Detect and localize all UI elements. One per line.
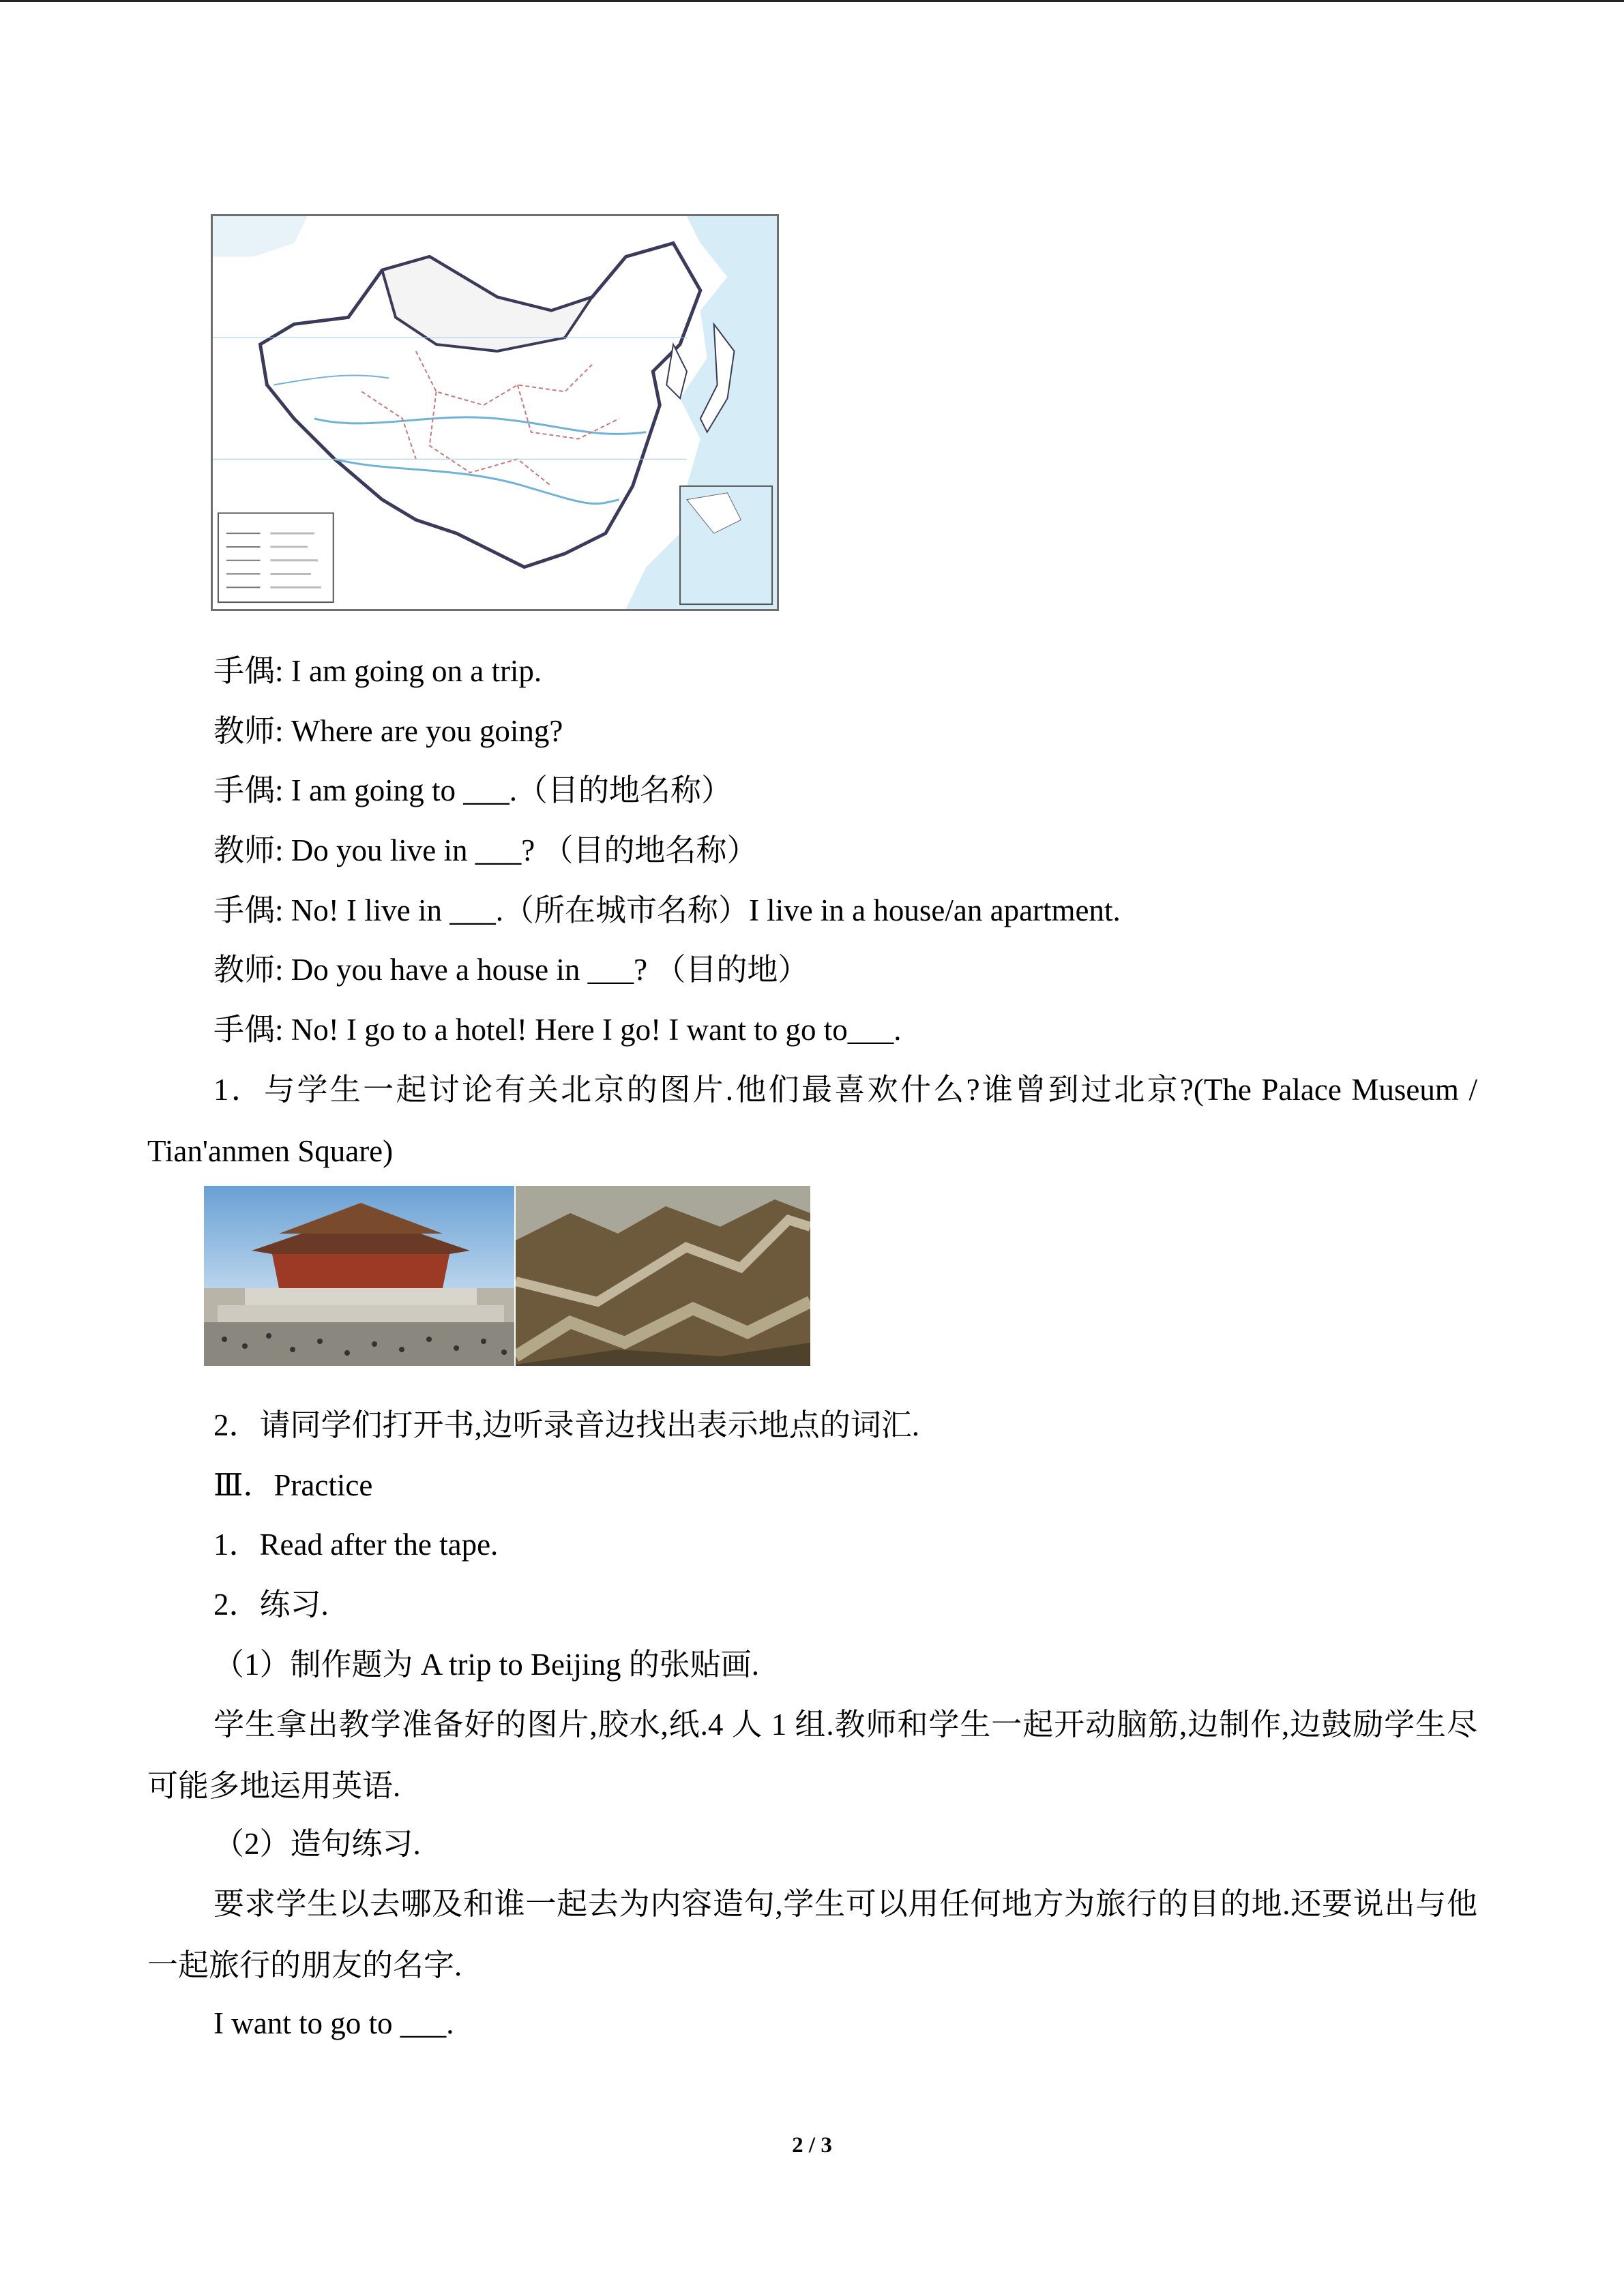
practice-subitem: （1）制作题为 A trip to Beijing 的张贴画. — [213, 1648, 760, 1682]
china-map-image — [211, 214, 779, 611]
great-wall-photo — [516, 1186, 810, 1366]
beijing-photos — [204, 1186, 810, 1366]
step-2-line: 2．请同学们打开书,边听录音边找出表示地点的词汇. — [213, 1408, 920, 1442]
dialogue-line: 手偶: No! I live in ___.（所在城市名称）I live in a house/an apartment. — [213, 893, 1121, 927]
dialogue-line: 手偶: I am going on a trip. — [213, 654, 542, 688]
practice-paragraph: 学生拿出教学准备好的图片,胶水,纸.4 人 1 组.教师和学生一起开动脑筋,边制作,边鼓励学生尽可能多地运用英语. — [147, 1708, 1477, 1803]
page-top-border — [0, 0, 1624, 2]
palace-museum-photo — [204, 1186, 514, 1366]
dialogue-line: 教师: Where are you going? — [213, 714, 563, 748]
dialogue-line: 手偶: No! I go to a hotel! Here I go! I want to go to___. — [213, 1013, 902, 1047]
dialogue-line: 手偶: I am going to ___.（目的地名称） — [213, 773, 732, 807]
sentence-pattern: I want to go to ___. — [213, 2006, 454, 2040]
step-1-paragraph: 1．与学生一起讨论有关北京的图片.他们最喜欢什么?谁曾到过北京?(The Palace Museum / Tian'anmen Square) — [147, 1073, 1477, 1168]
page-number: 2 / 3 — [792, 2133, 832, 2158]
dialogue-line: 教师: Do you have a house in ___? （目的地） — [213, 953, 809, 987]
dialogue-line: 教师: Do you live in ___? （目的地名称） — [213, 833, 758, 867]
practice-paragraph: 要求学生以去哪及和谁一起去为内容造句,学生可以用任何地方为旅行的目的地.还要说出与他一起旅行的朋友的名字. — [147, 1887, 1477, 1982]
practice-item: 1．Read after the tape. — [213, 1527, 499, 1562]
section-heading: Ⅲ．Practice — [213, 1468, 373, 1502]
practice-subitem: （2）造句练习. — [213, 1827, 421, 1861]
practice-item: 2．练习. — [213, 1587, 329, 1622]
